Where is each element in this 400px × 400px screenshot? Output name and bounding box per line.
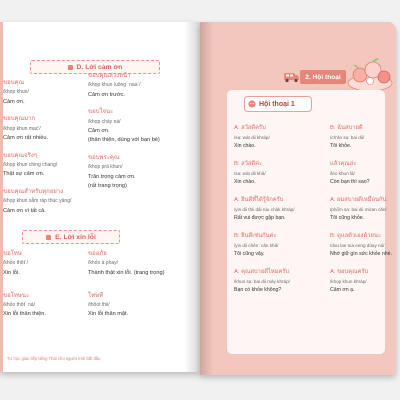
phrase-thai: ขอบคุณสำหรับทุกอย่าง [3, 189, 64, 196]
phrase-thai: B: ยินดีเช่นกันค่ะ [234, 232, 277, 239]
phrase-thai: B: ฉันสบายดี [330, 125, 363, 131]
phrase-thai: A: คุณสบายดีไหมครับ [234, 268, 290, 275]
phrase-roman: /khọp prá khun/ [88, 164, 123, 171]
section-marker-icon [46, 235, 51, 240]
phrase-thai: ขอบคุณจริงๆ [3, 152, 37, 159]
phrase-thai: A: สวัสดีครับ [234, 125, 266, 131]
phrase-thai: A: ยินดีที่ได้รู้จักครับ [234, 196, 284, 203]
phrase-item [234, 160, 295, 188]
fruits-illustration [346, 55, 394, 93]
dialogue-left-column [234, 124, 295, 295]
phrase-item [3, 79, 71, 107]
phrase-roman: /ch'ản sa: bai dii/ [330, 135, 365, 141]
phrase-roman: /yin dii thii dâi rúu chàk khráp/ [234, 207, 295, 213]
phrase-roman: /khọp khun khráp/ [330, 279, 367, 284]
phrase-roman: /khỏo à phay/ [88, 260, 119, 267]
phrase-viet: Xin lỗi thân thiện. [3, 311, 46, 318]
phrase-thai: B: สวัสดีค่ะ [234, 160, 263, 167]
phrase-item [3, 292, 46, 320]
section-title: 2. Hội thoại [305, 73, 341, 81]
phrase-item [234, 268, 295, 296]
phrase-viet: Thành thật xin lỗi. (trang trọng) [88, 269, 165, 276]
phrase-item [330, 124, 392, 152]
section-e-header [22, 230, 120, 244]
phrase-viet: Cảm ơn. [3, 98, 25, 105]
phrase-viet: Cảm ơn vì tất cả. [3, 207, 46, 214]
phrase-roman: /léo khun lâ/ [330, 171, 355, 177]
phrase-thai: ขอบคุณล่วงหน้า [88, 73, 131, 79]
phrase-thai: A: ขอบคุณครับ [330, 268, 369, 275]
phrase-viet: Cảm ơn ạ. [330, 287, 355, 294]
phrase-thai: ขอบพระคุณ [88, 155, 120, 162]
phrase-viet: Tôi khỏe. [330, 143, 352, 150]
phrase-item [330, 232, 392, 260]
phrase-item [88, 108, 160, 145]
section-d-left-column [3, 79, 71, 216]
phrase-roman: /khun sa: bai dii mảy khráp/ [234, 279, 290, 284]
phrase-viet: Tôi cũng vậy. [234, 251, 265, 258]
phrase-thai: ขอโทษ [3, 251, 22, 257]
phrase-roman: /khọp khun/ [3, 89, 29, 96]
phrase-viet: Xin chào. [234, 143, 256, 150]
phrase-viet: Tôi cũng khỏe. [330, 215, 365, 222]
dialogue-icon [248, 100, 256, 108]
phrase-viet: Thật sự cảm ơn. [3, 171, 45, 178]
phrase-thai: ขอบคุณ [3, 80, 25, 86]
phrase-thai: ขออภัย [88, 251, 107, 257]
phrase-item [330, 196, 392, 224]
page-footer: Tự học giao tiếp tiếng Thái cho người mới bắt đầu [7, 356, 101, 361]
phrase-roman: /thôot thii/ [88, 302, 110, 309]
phrase-viet: Xin lỗi thân mật. [88, 311, 129, 318]
phrase-item [88, 292, 165, 320]
phrase-viet: Còn bạn thì sao? [330, 179, 370, 186]
left-page [0, 22, 200, 372]
phrase-thai: ขอบใจนะ [88, 109, 114, 116]
phrase-thai: ขอโทษนะ [3, 292, 30, 299]
right-page [200, 22, 396, 375]
phrase-item [234, 196, 295, 224]
phrase-item [88, 72, 160, 100]
phrase-viet: Xin chào. [234, 179, 256, 186]
dialogue-right-column [330, 124, 392, 295]
phrase-item [88, 250, 165, 278]
phrase-thai: A: ผมสบายดีเหมือนกัน [330, 196, 387, 203]
phrase-roman: /khọp khun luông´ naa´/ [88, 82, 141, 89]
phrase-roman: /khỏo thôt´ ná/ [3, 302, 35, 309]
phrase-viet: Bạn có khỏe không? [234, 287, 282, 294]
phrase-roman: /phổm sa: bai dii mửan căn/ [330, 207, 387, 213]
phrase-item [3, 115, 71, 143]
phrase-roman: /yin dii chên´ căn khâ/ [234, 243, 279, 249]
section-d-right-column [88, 72, 160, 191]
section-title-banner [300, 70, 346, 84]
phrase-roman: /khỏo thôt´/ [3, 260, 29, 267]
phrase-item [234, 232, 295, 260]
phrase-roman: /sa: wàt dii khráp/ [234, 135, 270, 141]
phrase-roman: /sa: wàt dii khâ/ [234, 171, 266, 177]
phrase-item [234, 124, 295, 152]
dialogue-title: Hội thoại 1 [259, 100, 295, 108]
phrase-item [330, 268, 392, 296]
phrase-item [88, 154, 160, 191]
phrase-item [3, 152, 71, 180]
section-e-left-column [3, 250, 46, 320]
phrase-roman: /khọp khun sẳm ràp thúc yàng/ [3, 198, 72, 205]
section-d-title: D. Lời cảm ơn [76, 63, 123, 71]
phrase-viet: Cảm ơn trước. [88, 91, 125, 98]
dialogue-card [227, 90, 392, 354]
phrase-viet: Cảm ơn. [88, 127, 110, 134]
phrase-thai: แล้วคุณล่ะ [330, 160, 357, 167]
phrase-note: (thân thiện, dùng với bạn bè) [88, 137, 160, 144]
phrase-thai: B: ดูแลตัวเองด้วยนะ [330, 232, 381, 239]
dialogue-title-box [244, 96, 312, 112]
section-e-title: E. Lời xin lỗi [55, 233, 96, 241]
phrase-roman: /khọp khun mac'/ [3, 125, 41, 132]
phrase-item [3, 250, 46, 278]
phrase-viet: Rất vui được gặp bạn. [234, 215, 286, 222]
section-marker-icon [68, 65, 73, 70]
phrase-roman: /khọp chày ná/ [88, 118, 121, 125]
phrase-roman: /khọp khun ching chang/ [3, 162, 58, 169]
phrase-viet: Trân trọng cảm ơn. [88, 173, 136, 180]
phrase-note: (rất trang trọng) [88, 182, 127, 189]
phrase-item [3, 188, 71, 216]
phrase-item [330, 160, 392, 188]
phrase-viet: Cảm ơn rất nhiều. [3, 134, 49, 141]
phrase-thai: ขอบคุณมาก [3, 116, 36, 123]
phrase-viet: Nhớ giữ gìn sức khỏe nhé. [330, 251, 392, 258]
phrase-roman: /duu lae tua eeng dûay ná/ [330, 243, 385, 249]
phrase-viet: Xin lỗi. [3, 269, 20, 276]
section-e-right-column [88, 250, 165, 320]
phrase-thai: โทษที [88, 292, 104, 299]
van-icon [283, 71, 300, 83]
